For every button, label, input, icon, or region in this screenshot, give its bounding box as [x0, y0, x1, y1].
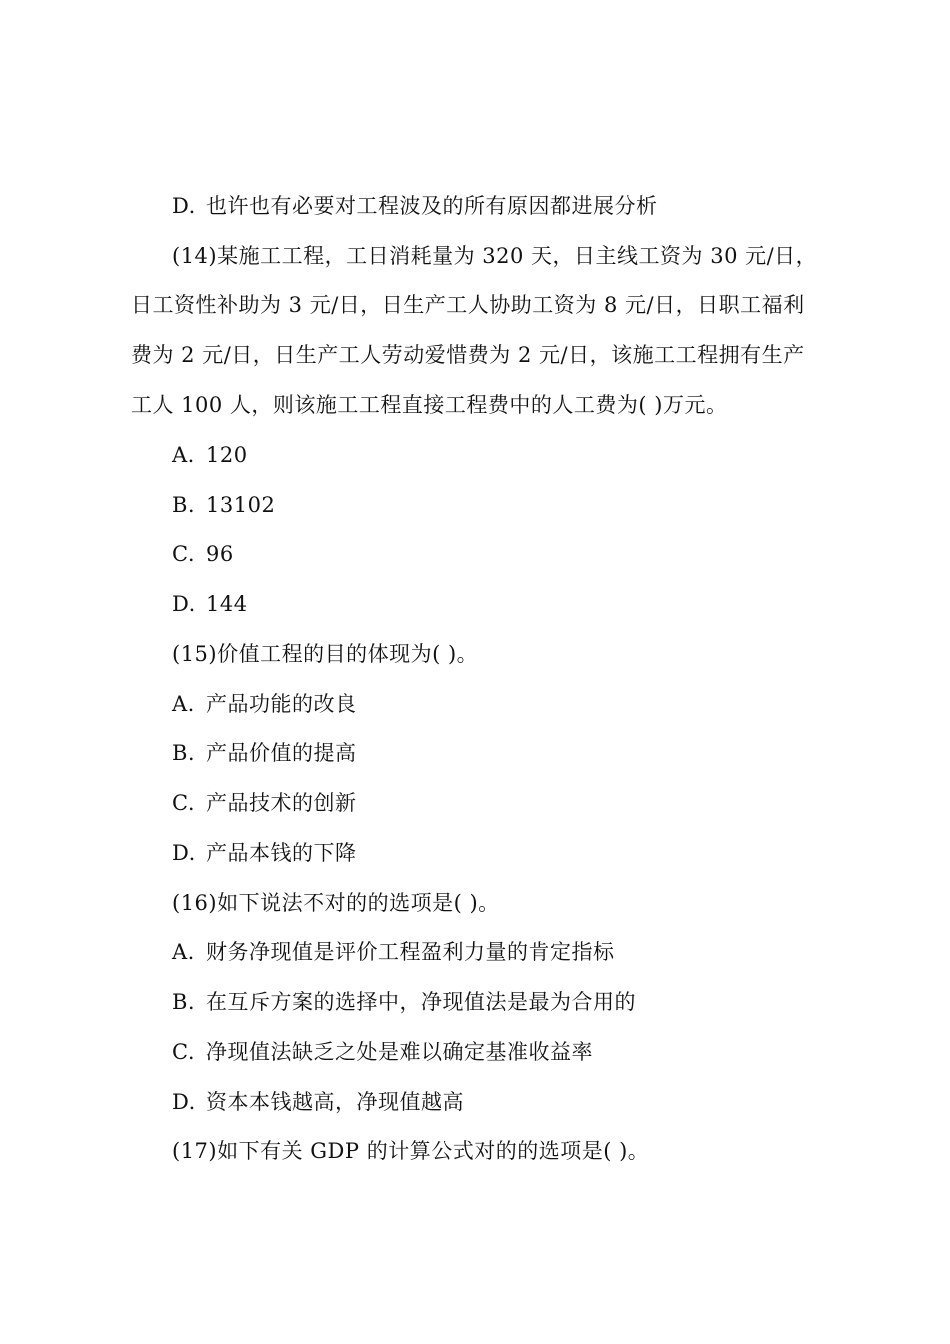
question-15-stem: (15)价值工程的目的体现为( )。: [172, 642, 479, 666]
question-14-stem-line-4: 工人 100 人，则该施工工程直接工程费中的人工费为( )万元。: [131, 393, 728, 417]
question-17-stem: (17)如下有关 GDP 的计算公式对的的选项是( )。: [172, 1139, 650, 1163]
question-14-option-d: [172, 590, 248, 618]
option-text: 产品功能的改良: [206, 692, 357, 716]
question-14-option-b: [172, 491, 275, 519]
option-text: 产品技术的创新: [206, 791, 357, 815]
option-text: 净现值法缺乏之处是难以确定基准收益率: [206, 1040, 593, 1064]
option-d-prev: [172, 192, 658, 220]
question-14-stem-line-3: 费为 2 元/日，日生产工人劳动爱惜费为 2 元/日，该施工工程拥有生产: [131, 343, 805, 367]
question-16-option-a: [172, 938, 615, 966]
option-text: 产品本钱的下降: [206, 841, 357, 865]
option-text: 财务净现值是评价工程盈利力量的肯定指标: [206, 940, 615, 964]
question-16-option-d: [172, 1088, 464, 1116]
option-label: B.: [172, 741, 196, 765]
option-text: 120: [206, 443, 248, 467]
question-15-option-c: [172, 789, 357, 817]
option-label: C.: [172, 542, 195, 566]
question-14-option-a: [172, 441, 248, 469]
option-label: A.: [172, 940, 195, 964]
question-14-stem-line-2: 日工资性补助为 3 元/日，日生产工人协助工资为 8 元/日，日职工福利: [131, 293, 805, 317]
option-text: 96: [206, 542, 234, 566]
option-text: 13102: [206, 493, 276, 517]
option-text: 资本本钱越高，净现值越高: [206, 1090, 464, 1114]
option-text: 产品价值的提高: [206, 741, 357, 765]
question-16-option-b: [172, 988, 636, 1016]
option-label: C.: [172, 791, 195, 815]
option-label: A.: [172, 692, 195, 716]
question-15-option-d: [172, 839, 357, 867]
option-label: C.: [172, 1040, 195, 1064]
option-label: B.: [172, 493, 196, 517]
option-label: D.: [172, 1090, 196, 1114]
question-14-option-c: [172, 540, 234, 568]
question-14-stem-line-1: (14)某施工工程，工日消耗量为 320 天，日主线工资为 30 元/日，: [172, 244, 818, 268]
option-text: 在互斥方案的选择中，净现值法是最为合用的: [206, 990, 636, 1014]
option-label: D.: [172, 592, 196, 616]
option-label: B.: [172, 990, 196, 1014]
question-15-option-b: [172, 739, 357, 767]
option-label: D.: [172, 841, 196, 865]
question-15-option-a: [172, 690, 357, 718]
option-text: 也许也有必要对工程波及的所有原因都进展分析: [206, 194, 658, 218]
option-label: A.: [172, 443, 195, 467]
question-16-stem: (16)如下说法不对的的选项是( )。: [172, 891, 500, 915]
question-16-option-c: [172, 1038, 593, 1066]
option-text: 144: [206, 592, 248, 616]
option-label: D.: [172, 194, 196, 218]
